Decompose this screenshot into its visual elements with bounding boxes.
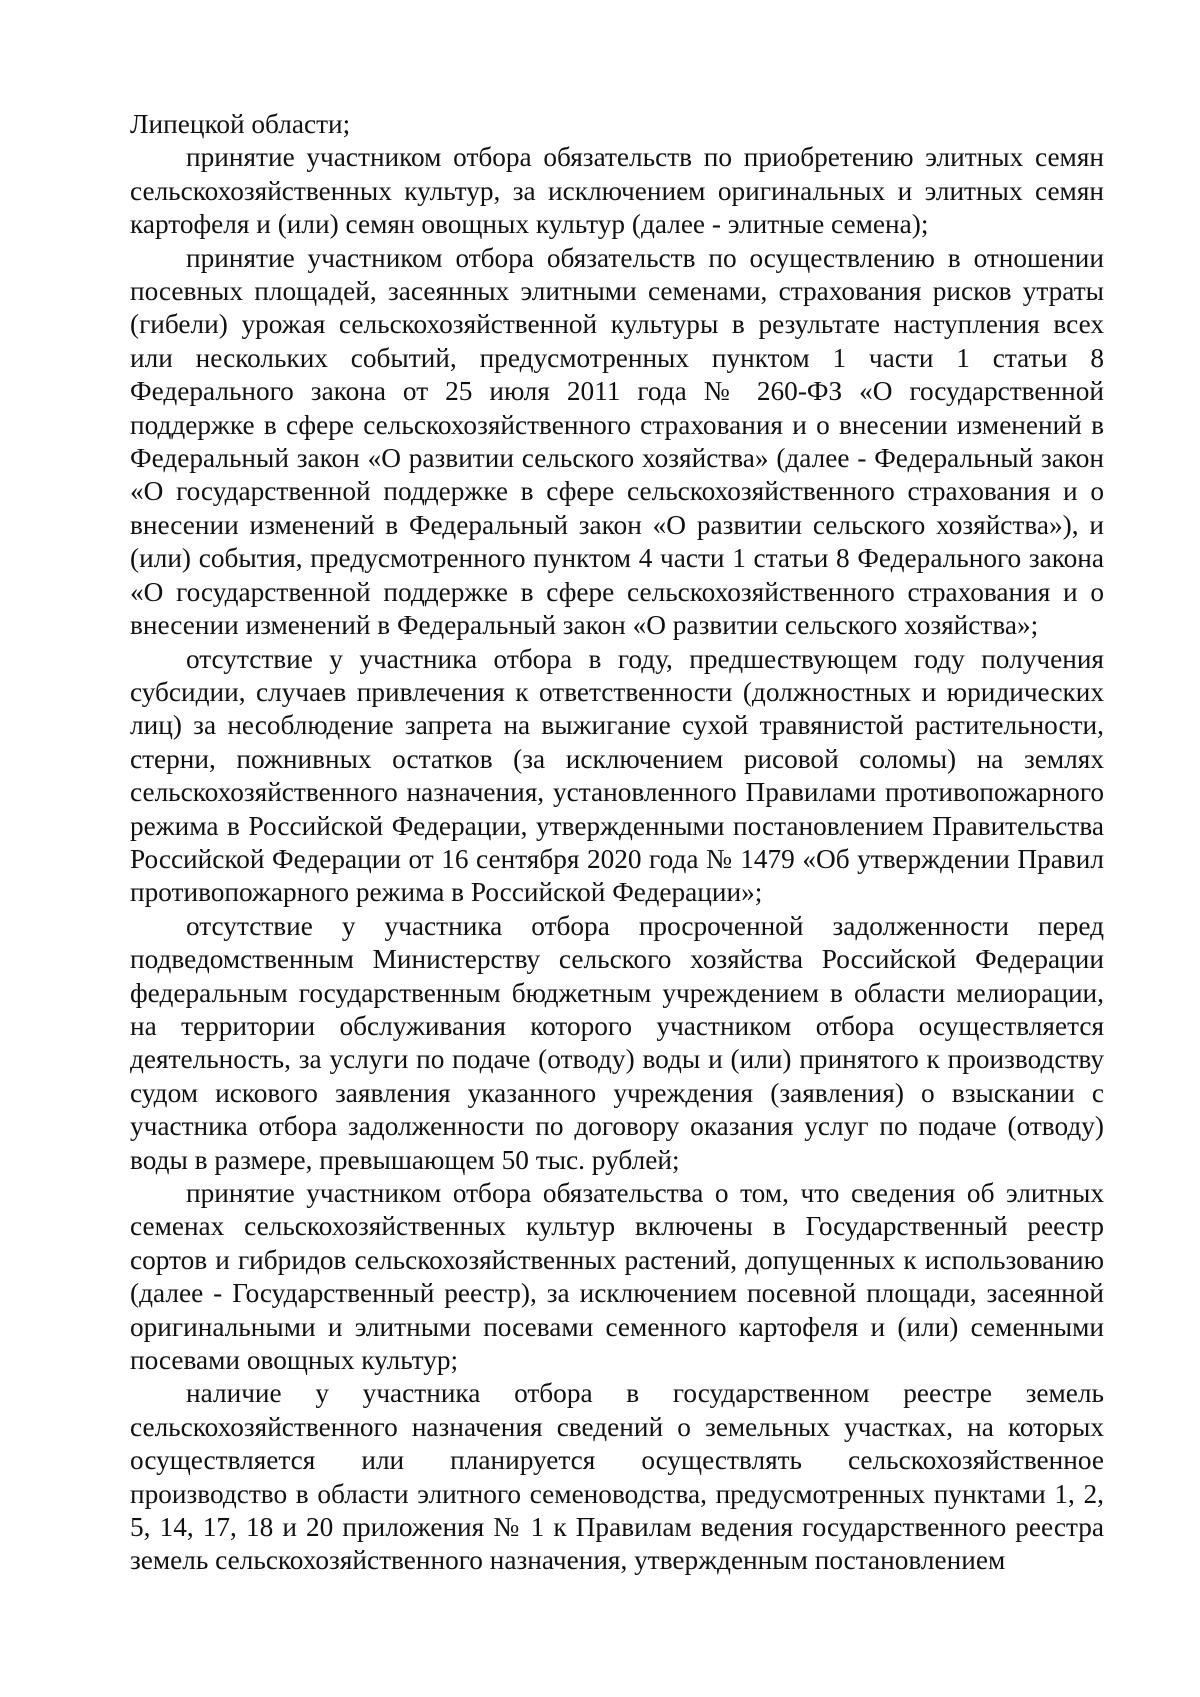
paragraph-no-water-debt: отсутствие у участника отбора просроченной задолженности перед подведомственным Министерству сельского хозяйства Российской Федерации федеральным государственным бюджетным учреждением в области мелиорации, на территории обслуживания которого участником отбора осуществляется деятельность, за услуги по подаче (отводу) воды и (или) принятого к производству судом искового заявления указанного учреждения (заявления) о взыскании с участника отбора задолженности по договору оказания услуг по подаче (отводу) воды в размере, превышающем 50 тыс. рублей; bbox=[130, 910, 1104, 1175]
paragraph-elite-seeds-obligation: принятие участником отбора обязательств по приобретению элитных семян сельскохозяйственных культур, за исключением оригинальных и элитных семян картофеля и (или) семян овощных культур (далее - элитные семена); bbox=[130, 142, 1104, 240]
paragraph-insurance-obligation: принятие участником отбора обязательств по осуществлению в отношении посевных площадей, засеянных элитными семенами, страхования рисков утраты (гибели) урожая сельскохозяйственной культуры в результате наступления всех или нескольких событий, предусмотренных пунктом 1 части 1 статьи 8 Федерального закона от 25 июля 2011 года № 260-ФЗ «О государственной поддержке в сфере сельскохозяйственного страхования и о внесении изменений в Федеральный закон «О развитии сельского хозяйства» (далее - Федеральный закон «О государственной поддержке в сфере сельскохозяйственного страхования и о внесении изменений в Федеральный закон «О развитии сельского хозяйства»), и (или) события, предусмотренного пунктом 4 части 1 статьи 8 Федерального закона «О государственной поддержке в сфере сельскохозяйственного страхования и о внесении изменений в Федеральный закон «О развитии сельского хозяйства»; bbox=[130, 242, 1104, 641]
paragraph-no-burning-violations: отсутствие у участника отбора в году, предшествующем году получения субсидии, случаев привлечения к ответственности (должностных и юридических лиц) за несоблюдение запрета на выжигание сухой травянистой растительности, стерни, пожнивных остатков (за исключением рисовой соломы) на землях сельскохозяйственного назначения, установленного Правилами противопожарного режима в Российской Федерации, утвержденными постановлением Правительства Российской Федерации от 16 сентября 2020 года № 1479 «Об утверждении Правил противопожарного режима в Российской Федерации»; bbox=[130, 643, 1104, 908]
paragraph-state-register-obligation: принятие участником отбора обязательства о том, что сведения об элитных семенах сельскохозяйственных культур включены в Государственный реестр сортов и гибридов сельскохозяйственных растений, допущенных к использованию (далее - Государственный реестр), за исключением посевной площади, засеянной оригинальными и элитными посевами семенного картофеля и (или) семенными посевами овощных культур; bbox=[130, 1178, 1104, 1376]
paragraph-continuation: Липецкой области; bbox=[130, 109, 351, 139]
document-page bbox=[130, 108, 1104, 1578]
paragraph-land-register-info: наличие у участника отбора в государственном реестре земель сельскохозяйственного назначения сведений о земельных участках, на которых осуществляется или планируется осуществлять сельскохозяйственное производство в области элитного семеноводства, предусмотренных пунктами 1, 2, 5, 14, 17, 18 и 20 приложения № 1 к Правилам ведения государственного реестра земель сельскохозяйственного назначения, утвержденным постановлением bbox=[130, 1378, 1104, 1576]
